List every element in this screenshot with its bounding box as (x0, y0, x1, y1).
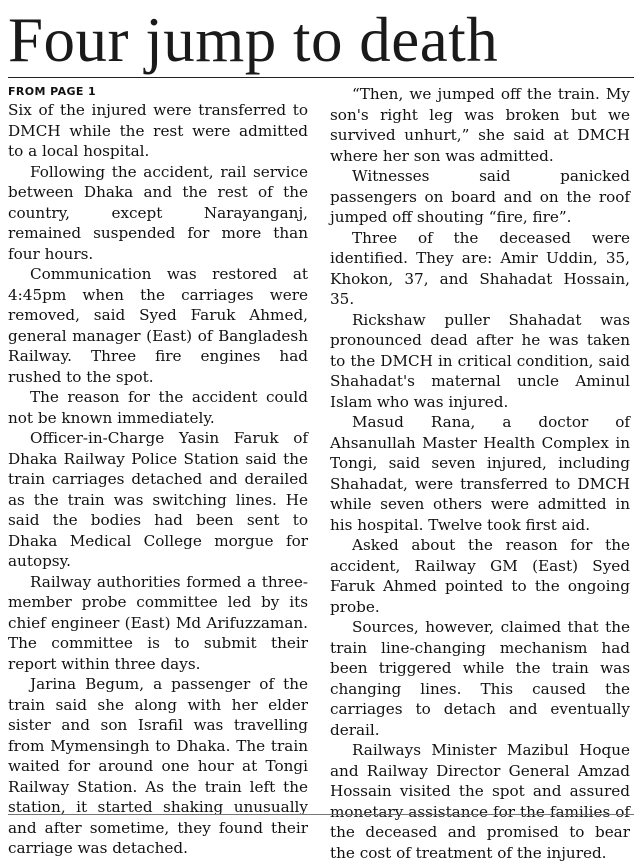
paragraph: Rickshaw puller Shahadat was pronounced dead after he was taken to the DMCH in critical condition, said Shahadat's maternal uncle Aminul Islam who was injured. (330, 310, 630, 411)
paragraph: Sources, however, claimed that the train line-changing mechanism had been triggered while the train was changing lines. This caused the carriages to detach and eventually derail. (330, 618, 630, 739)
paragraph: Railway authorities formed a three-member probe committee led by its chief engineer (East) Md Arifuzzaman. The committee is to submit their report within three days. (8, 572, 308, 673)
jump-kicker: FROM PAGE 1 (8, 85, 97, 98)
paragraph: Officer-in-Charge Yasin Faruk of Dhaka Railway Police Station said the train carriages detached and derailed as the train was switching lines. He said the bodies had been sent to Dhaka Medical College morgue for autopsy. (8, 429, 308, 570)
paragraph: Railways Minister Mazibul Hoque and Railway Director General Amzad Hossain visited the spot and assured monetary assistance for the families of the deceased and promised to bear the cost of treatment of the injured. (330, 741, 630, 862)
paragraph: Three of the deceased were identified. They are: Amir Uddin, 35, Khokon, 37, and Shahadat Hossain, 35. (330, 228, 630, 308)
paragraph: Six of the injured were transferred to DMCH while the rest were admitted to a local hospital. (8, 101, 308, 160)
paragraph: Communication was restored at 4:45pm when the carriages were removed, said Syed Faruk Ahmed, general manager (East) of Bangladesh Railway. Three fire engines had rushed to the spot. (8, 265, 308, 386)
paragraph: “Then, we jumped off the train. My son's right leg was broken but we survived unhurt,” she said at DMCH where her son was admitted. (330, 85, 630, 165)
headline: Four jump to death (8, 5, 499, 75)
bottom-rule (8, 814, 634, 815)
paragraph: Witnesses said panicked passengers on board and on the roof jumped off shouting “fire, fire”. (330, 167, 630, 226)
headline-rule (8, 77, 634, 78)
left-column (8, 84, 308, 859)
paragraph: Asked about the reason for the accident, Railway GM (East) Syed Faruk Ahmed pointed to the ongoing probe. (330, 536, 630, 616)
right-column (330, 84, 630, 863)
paragraph: The reason for the accident could not be known immediately. (8, 388, 308, 427)
paragraph: Following the accident, rail service between Dhaka and the rest of the country, except Narayanganj, remained suspended for more than four hours. (8, 162, 308, 263)
paragraph: Jarina Begum, a passenger of the train said she along with her elder sister and son Israfil was travelling from Mymensingh to Dhaka. The train waited for around one hour at Tongi Railway Station. As the train left the station, it started shaking unusually and after sometime, they found their carriage was detached. (8, 675, 308, 857)
paragraph: Masud Rana, a doctor of Ahsanullah Master Health Complex in Tongi, said seven injured, including Shahadat, were transferred to DMCH while seven others were admitted in his hospital. Twelve took first aid. (330, 413, 630, 534)
